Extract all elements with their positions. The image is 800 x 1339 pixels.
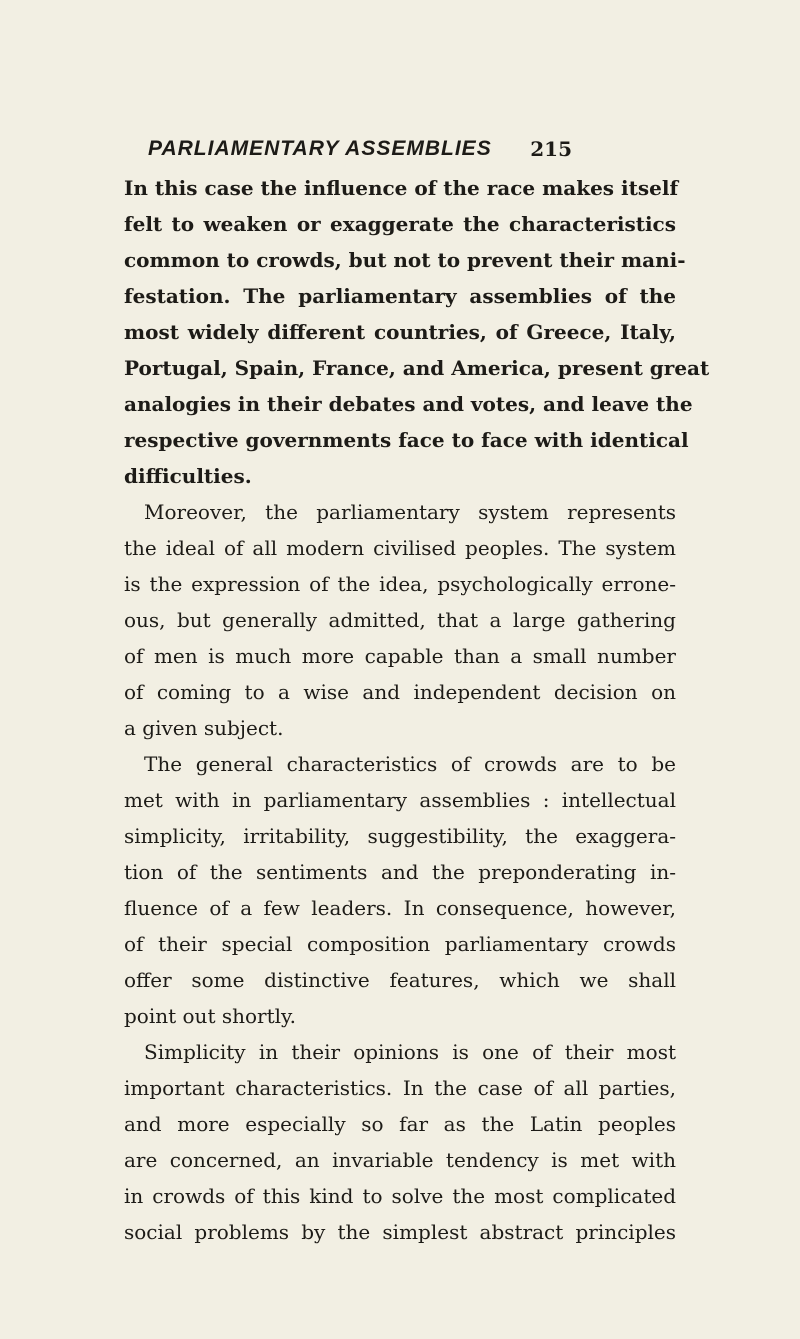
text-line: difficulties. [124, 464, 252, 488]
running-header [148, 136, 572, 168]
text-line: The general characteristics of crowds are to be [144, 752, 676, 776]
text-line: fluence of a few leaders. In consequence, however, [124, 896, 676, 920]
text-line: the ideal of all modern civilised peoples. The system [124, 536, 676, 560]
text-line: felt to weaken or exaggerate the characteristics [124, 212, 676, 236]
paragraph [124, 494, 676, 746]
text-line: are concerned, an invariable tendency is met with [124, 1148, 676, 1172]
text-line: common to crowds, but not to prevent their mani- [124, 248, 686, 272]
text-line: offer some distinctive features, which we shall [124, 968, 676, 992]
running-title: PARLIAMENTARY ASSEMBLIES [148, 137, 492, 160]
text-line: social problems by the simplest abstract principles [124, 1220, 676, 1244]
paragraph [124, 746, 676, 1034]
body-text [124, 170, 710, 1250]
text-line: Moreover, the parliamentary system represents [144, 500, 676, 524]
text-line: of men is much more capable than a small number [124, 644, 676, 668]
text-line: and more especially so far as the Latin peoples [124, 1112, 676, 1136]
paragraph [124, 1034, 676, 1250]
text-line: tion of the sentiments and the preponderating in- [124, 860, 676, 884]
text-line: in crowds of this kind to solve the most complicated [124, 1184, 676, 1208]
text-line: of coming to a wise and independent decision on [124, 680, 676, 704]
text-line: met with in parliamentary assemblies : intellectual [124, 788, 676, 812]
text-line: of their special composition parliamentary crowds [124, 932, 676, 956]
text-line: most widely different countries, of Greece, Italy, [124, 320, 676, 344]
text-line: is the expression of the idea, psychologically errone- [124, 572, 676, 596]
paragraph [124, 170, 710, 494]
text-line: point out shortly. [124, 1004, 297, 1028]
text-line: important characteristics. In the case of all parties, [124, 1076, 676, 1100]
text-line: analogies in their debates and votes, and leave the [124, 392, 693, 416]
text-line: a given subject. [124, 716, 284, 740]
text-line: respective governments face to face with identical [124, 428, 689, 452]
text-line: ous, but generally admitted, that a large gathering [124, 608, 676, 632]
page-number: 215 [530, 137, 572, 161]
text-line: In this case the influence of the race makes itself [124, 176, 679, 200]
text-line: Simplicity in their opinions is one of their most [144, 1040, 676, 1064]
text-line: Portugal, Spain, France, and America, present great [124, 356, 710, 380]
text-line: festation. The parliamentary assemblies of the [124, 284, 676, 308]
text-line: simplicity, irritability, suggestibility, the exaggera- [124, 824, 676, 848]
